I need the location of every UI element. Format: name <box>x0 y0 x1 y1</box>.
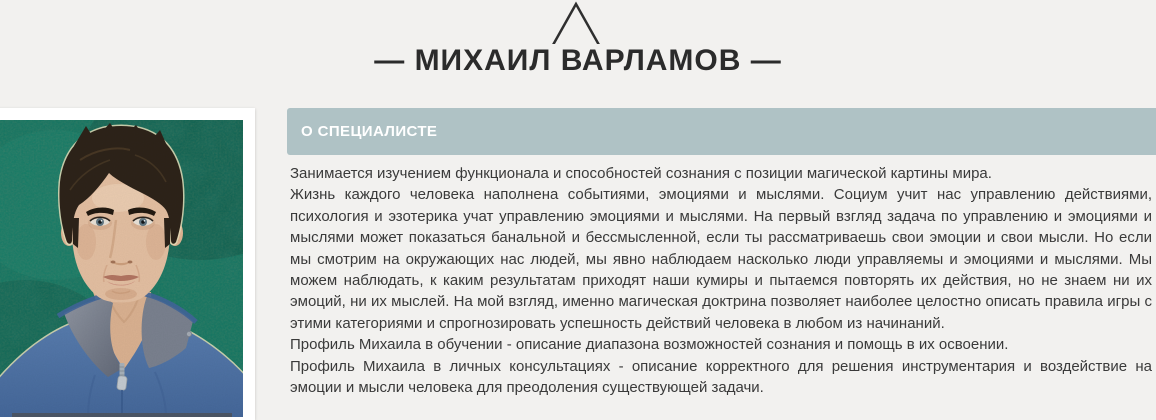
specialist-photo <box>0 120 243 417</box>
site-title-text: — МИХАИЛ ВАРЛАМОВ — <box>369 44 787 77</box>
about-paragraph: Профиль Михаила в личных консультациях - описание корректного для решения инструментария и воздействие на эмоции и мысли человека для преодоления существующей задачи. <box>290 357 1152 397</box>
about-paragraph: Занимается изучением функционала и способностей сознания с позиции магической картины мира. <box>290 165 992 182</box>
specialist-photo-card <box>0 108 255 420</box>
site-header <box>0 0 1156 78</box>
site-title[interactable] <box>0 46 1156 76</box>
about-text <box>290 163 1152 398</box>
section-title: О СПЕЦИАЛИСТЕ <box>301 123 438 140</box>
about-paragraph: Профиль Михаила в обучении - описание диапазона возможностей сознания и помощь в их освоении. <box>290 336 1009 354</box>
section-header <box>287 108 1156 155</box>
about-paragraph: Жизнь каждого человека наполнена событиями, эмоциями и мыслями. Социум учит нас управлению действиями, психология и эзотерика учат управлению эмоциями и мыслями. На первый взгляд задача по управлению и эмоциями и мыслями может показаться банальной и бессмысленной, если ты рассматриваешь свои эмоции и свои мысли. Но если мы смотрим на окружающих нас людей, мы явно наблюдаем насколько люди управляемы и эмоциями и мыслями. Мы можем наблюдать, к каким результатам приходят наши кумиры и пытаемся повторять их действия, но не знаем ни их эмоций, ни их мыслей. На мой взгляд, именно магическая доктрина позволяет наиболее целостно описать правила игры с этими категориями и спрогнозировать успешность действий человека в любом из начинаний. <box>290 186 1152 332</box>
